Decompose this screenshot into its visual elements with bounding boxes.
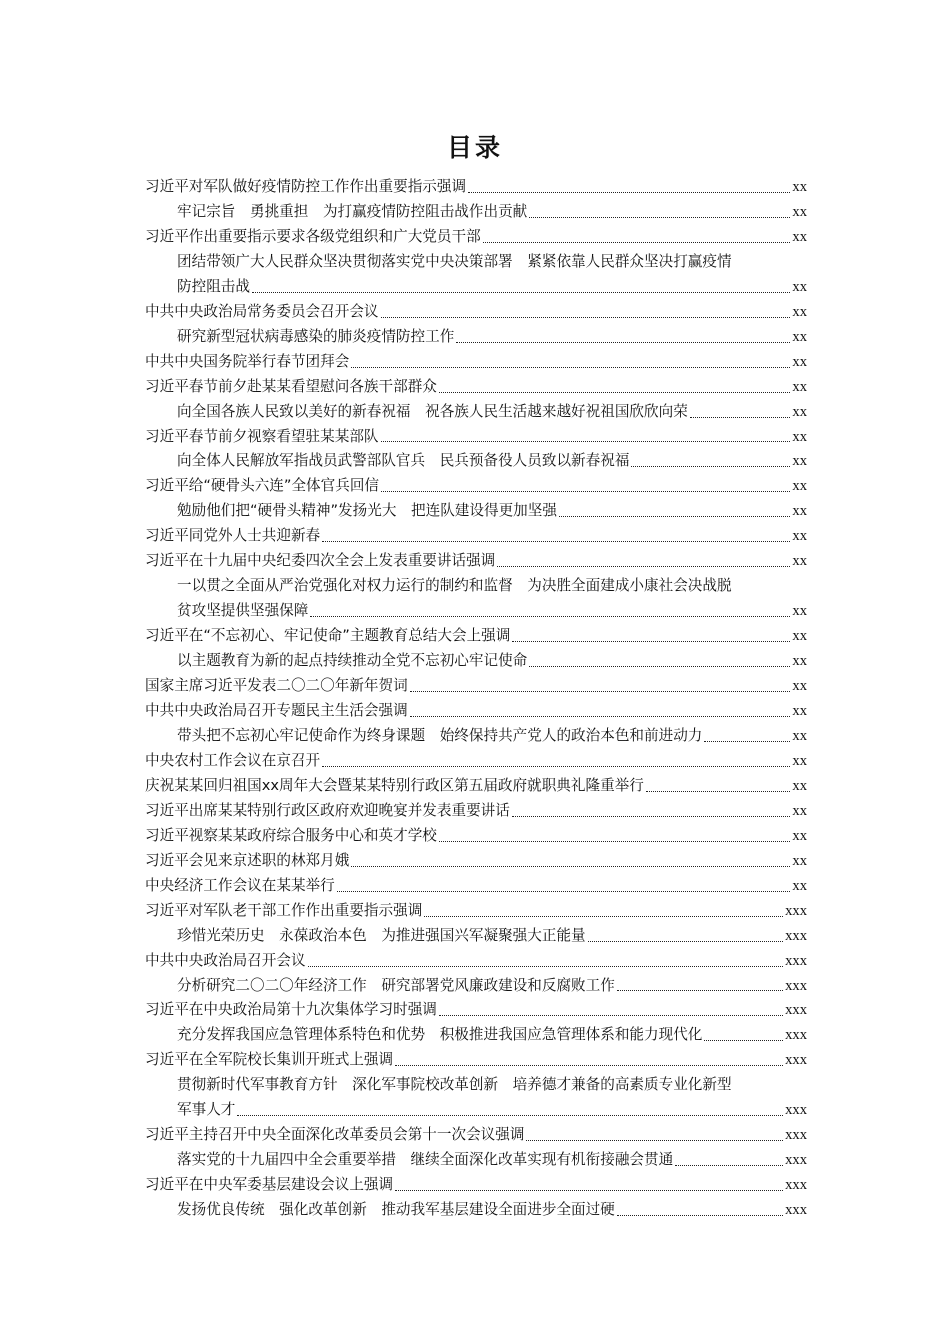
toc-entry[interactable]	[145, 824, 807, 849]
toc-page-number: xx	[792, 703, 807, 720]
toc-entry-title: 落实党的十九届四中全会重要举措 继续全面深化改革实现有机衔接融会贯通	[177, 1151, 674, 1169]
dot-leader	[410, 716, 791, 717]
toc-entry-title: 习近平对军队做好疫情防控工作作出重要指示强调	[145, 178, 467, 195]
toc-entry[interactable]	[145, 624, 807, 649]
toc-page-number: xxx	[785, 902, 807, 919]
toc-entry-title: 分析研究二〇二〇年经济工作 研究部署党风廉政建设和反腐败工作	[177, 976, 615, 994]
toc-entry[interactable]	[145, 449, 807, 474]
toc-entry-title: 习近平主持召开中央全面深化改革委员会第十一次会议强调	[145, 1126, 525, 1144]
toc-entry[interactable]	[145, 1048, 807, 1073]
toc-page-number: xxx	[785, 1177, 807, 1194]
toc-entry-title: 中共中央政治局召开会议	[145, 951, 306, 969]
dot-leader	[439, 392, 791, 393]
toc-entry-title: 充分发挥我国应急管理体系特色和优势 积极推进我国应急管理体系和能力现代化	[177, 1026, 703, 1044]
toc-entry[interactable]	[145, 200, 807, 225]
toc-entry[interactable]	[145, 998, 807, 1023]
table-of-contents	[145, 175, 807, 1223]
toc-entry-title: 研究新型冠状病毒感染的肺炎疫情防控工作	[177, 327, 455, 345]
toc-entry-title: 中共中央国务院举行春节团拜会	[145, 352, 350, 370]
toc-entry-title: 贯彻新时代军事教育方针 深化军事院校改革创新 培养德才兼备的高素质专业化新型	[177, 1076, 732, 1094]
dot-leader	[617, 1215, 783, 1216]
toc-entry-title: 中共中央政治局召开专题民主生活会强调	[145, 702, 408, 720]
toc-entry[interactable]	[145, 1123, 807, 1148]
dot-leader	[675, 1165, 783, 1166]
toc-entry[interactable]	[145, 849, 807, 874]
toc-entry[interactable]	[145, 524, 807, 549]
toc-entry[interactable]	[145, 649, 807, 674]
toc-entry-title: 军事人才	[177, 1101, 236, 1119]
toc-entry[interactable]	[145, 924, 807, 949]
toc-page-number: xx	[792, 553, 807, 570]
toc-page-number: xxx	[785, 1002, 807, 1019]
toc-entry-title: 习近平春节前夕赴某某看望慰问各族干部群众	[145, 377, 437, 395]
toc-entry[interactable]	[145, 949, 807, 974]
dot-leader	[512, 816, 791, 817]
toc-entry-title: 以主题教育为新的起点持续推动全党不忘初心牢记使命	[177, 652, 528, 670]
dot-leader	[351, 866, 790, 867]
dot-leader	[631, 466, 790, 467]
toc-entry-title: 习近平作出重要指示要求各级党组织和广大党员干部	[145, 227, 481, 245]
dot-leader	[483, 242, 791, 243]
toc-entry-title: 习近平在“不忘初心、牢记使命”主题教育总结大会上强调	[145, 627, 511, 645]
toc-page-number: xx	[792, 852, 807, 869]
dot-leader	[439, 841, 791, 842]
dot-leader	[252, 292, 790, 293]
dot-leader	[512, 641, 790, 642]
toc-page-number: xx	[792, 378, 807, 395]
dot-leader	[617, 990, 783, 991]
toc-entry[interactable]	[145, 974, 807, 999]
toc-entry[interactable]	[145, 350, 807, 375]
toc-page-number: xx	[792, 827, 807, 844]
toc-page-number: xx	[792, 752, 807, 769]
dot-leader	[456, 342, 790, 343]
toc-entry-title: 向全体人民解放军指战员武警部队官兵 民兵预备役人员致以新春祝福	[177, 452, 630, 470]
toc-page-number: xx	[792, 528, 807, 545]
toc-entry[interactable]	[145, 724, 807, 749]
toc-entry-title: 勉励他们把“硬骨头精神”发扬光大 把连队建设得更加坚强	[177, 502, 557, 520]
toc-page-number: xx	[792, 328, 807, 345]
toc-entry-title: 国家主席习近平发表二〇二〇年新年贺词	[145, 677, 408, 695]
dot-leader	[322, 541, 790, 542]
toc-page-number: xx	[792, 628, 807, 645]
toc-page-number: xx	[792, 777, 807, 794]
toc-page-number: xx	[792, 653, 807, 670]
toc-page-number: xxx	[785, 952, 807, 969]
toc-page-number: xxx	[785, 927, 807, 944]
toc-entry-title: 团结带领广大人民群众坚决贯彻落实党中央决策部署 紧紧依靠人民群众坚决打赢疫情	[177, 252, 732, 270]
toc-entry-title: 中共中央政治局常务委员会召开会议	[145, 302, 379, 320]
toc-entry-title: 带头把不忘初心牢记使命作为终身课题 始终保持共产党人的政治本色和前进动力	[177, 726, 703, 744]
toc-entry-title: 向全国各族人民致以美好的新春祝福 祝各族人民生活越来越好祝祖国欣欣向荣	[177, 402, 688, 420]
dot-leader	[308, 966, 784, 967]
toc-entry[interactable]	[145, 425, 807, 450]
toc-entry[interactable]	[145, 1198, 807, 1223]
toc-page-number: xx	[792, 802, 807, 819]
toc-entry[interactable]	[145, 549, 807, 574]
toc-entry-title: 习近平给“硬骨头六连”全体官兵回信	[145, 477, 380, 495]
toc-entry-title: 习近平在全军院校长集训开班式上强调	[145, 1051, 394, 1069]
toc-entry[interactable]	[145, 375, 807, 400]
toc-entry-title: 中央农村工作会议在京召开	[145, 751, 321, 769]
dot-leader	[322, 766, 790, 767]
dot-leader	[529, 217, 790, 218]
page-title: 目录	[446, 133, 503, 162]
toc-entry[interactable]	[145, 599, 807, 624]
toc-entry[interactable]	[145, 674, 807, 699]
toc-page-number: xx	[792, 278, 807, 295]
toc-page-number: xxx	[785, 977, 807, 994]
toc-page-number: xxx	[785, 1052, 807, 1069]
toc-entry[interactable]	[145, 799, 807, 824]
toc-entry-title: 珍惜光荣历史 永葆政治本色 为推进强国兴军凝聚强大正能量	[177, 926, 586, 944]
dot-leader	[337, 891, 791, 892]
toc-page-number: xx	[792, 453, 807, 470]
toc-entry-title: 习近平同党外人士共迎新春	[145, 527, 321, 545]
toc-entry[interactable]	[145, 1098, 807, 1123]
dot-leader	[704, 741, 790, 742]
toc-entry-title: 一以贯之全面从严治党强化对权力运行的制约和监督 为决胜全面建成小康社会决战脱	[177, 577, 732, 595]
toc-entry[interactable]	[145, 300, 807, 325]
dot-leader	[237, 1115, 783, 1116]
dot-leader	[468, 192, 790, 193]
toc-entry-title: 习近平在中央政治局第十九次集体学习时强调	[145, 1001, 437, 1019]
toc-entry[interactable]	[145, 275, 807, 300]
toc-entry-title: 习近平出席某某特别行政区政府欢迎晚宴并发表重要讲话	[145, 801, 510, 819]
dot-leader	[704, 1040, 783, 1041]
toc-entry[interactable]	[145, 774, 807, 799]
toc-page-number: xxx	[785, 1202, 807, 1219]
dot-leader	[526, 1140, 783, 1141]
toc-page-number: xx	[792, 303, 807, 320]
toc-page-number: xx	[792, 353, 807, 370]
toc-entry-title: 习近平会见来京述职的林郑月娥	[145, 851, 350, 869]
toc-entry-title: 中央经济工作会议在某某举行	[145, 876, 335, 894]
toc-page-number: xx	[792, 403, 807, 420]
toc-entry[interactable]	[145, 400, 807, 425]
toc-page-number: xxx	[785, 1127, 807, 1144]
toc-page-number: xx	[792, 228, 807, 245]
dot-leader	[395, 1190, 783, 1191]
toc-entry[interactable]	[145, 899, 807, 924]
dot-leader	[424, 916, 783, 917]
toc-entry[interactable]	[145, 325, 807, 350]
toc-entry-title: 习近平在中央军委基层建设会议上强调	[145, 1176, 394, 1194]
toc-page-number: xxx	[785, 1027, 807, 1044]
toc-entry-title: 庆祝某某回归祖国xx周年大会暨某某特别行政区第五届政府就职典礼隆重举行	[145, 776, 644, 794]
dot-leader	[588, 941, 783, 942]
toc-page-number: xxx	[785, 1152, 807, 1169]
toc-entry[interactable]	[145, 225, 807, 250]
dot-leader	[497, 566, 790, 567]
dot-leader	[381, 441, 791, 442]
toc-page-number: xx	[792, 603, 807, 620]
toc-page-number: xx	[792, 478, 807, 495]
dot-leader	[395, 1065, 783, 1066]
toc-entry[interactable]	[145, 749, 807, 774]
toc-page-number: xx	[792, 203, 807, 220]
toc-entry[interactable]	[145, 175, 807, 200]
dot-leader	[381, 317, 791, 318]
toc-page-number: xxx	[785, 1102, 807, 1119]
toc-page-number: xx	[792, 727, 807, 744]
toc-entry[interactable]	[145, 874, 807, 899]
toc-entry[interactable]	[145, 1173, 807, 1198]
dot-leader	[310, 616, 790, 617]
toc-entry-title: 牢记宗旨 勇挑重担 为打赢疫情防控阻击战作出贡献	[177, 202, 528, 220]
toc-entry-title: 习近平春节前夕视察看望驻某某部队	[145, 427, 379, 445]
toc-entry-title: 贫攻坚提供坚强保障	[177, 602, 309, 620]
dot-leader	[439, 1015, 783, 1016]
toc-page-number: xx	[792, 678, 807, 695]
dot-leader	[381, 491, 790, 492]
dot-leader	[690, 417, 791, 418]
toc-entry-multiline[interactable]	[145, 1073, 807, 1123]
toc-entry[interactable]	[145, 499, 807, 524]
toc-entry[interactable]	[145, 1148, 807, 1173]
toc-entry-multiline[interactable]	[145, 574, 807, 624]
toc-entry[interactable]	[145, 1023, 807, 1048]
toc-page-number: xx	[792, 179, 807, 195]
toc-page-number: xx	[792, 428, 807, 445]
toc-entry-title: 防控阻击战	[177, 277, 250, 295]
toc-entry[interactable]	[145, 474, 807, 499]
toc-page-number: xx	[792, 877, 807, 894]
dot-leader	[351, 367, 790, 368]
toc-entry[interactable]	[145, 699, 807, 724]
toc-entry-multiline[interactable]	[145, 250, 807, 300]
dot-leader	[646, 791, 791, 792]
toc-entry-title: 习近平对军队老干部工作作出重要指示强调	[145, 901, 423, 919]
dot-leader	[529, 666, 790, 667]
toc-page-number: xx	[792, 503, 807, 520]
toc-entry-title: 习近平视察某某政府综合服务中心和英才学校	[145, 826, 437, 844]
dot-leader	[559, 516, 790, 517]
dot-leader	[410, 691, 791, 692]
toc-entry-title: 习近平在十九届中央纪委四次全会上发表重要讲话强调	[145, 552, 496, 570]
toc-entry-title: 发扬优良传统 强化改革创新 推动我军基层建设全面进步全面过硬	[177, 1201, 615, 1219]
